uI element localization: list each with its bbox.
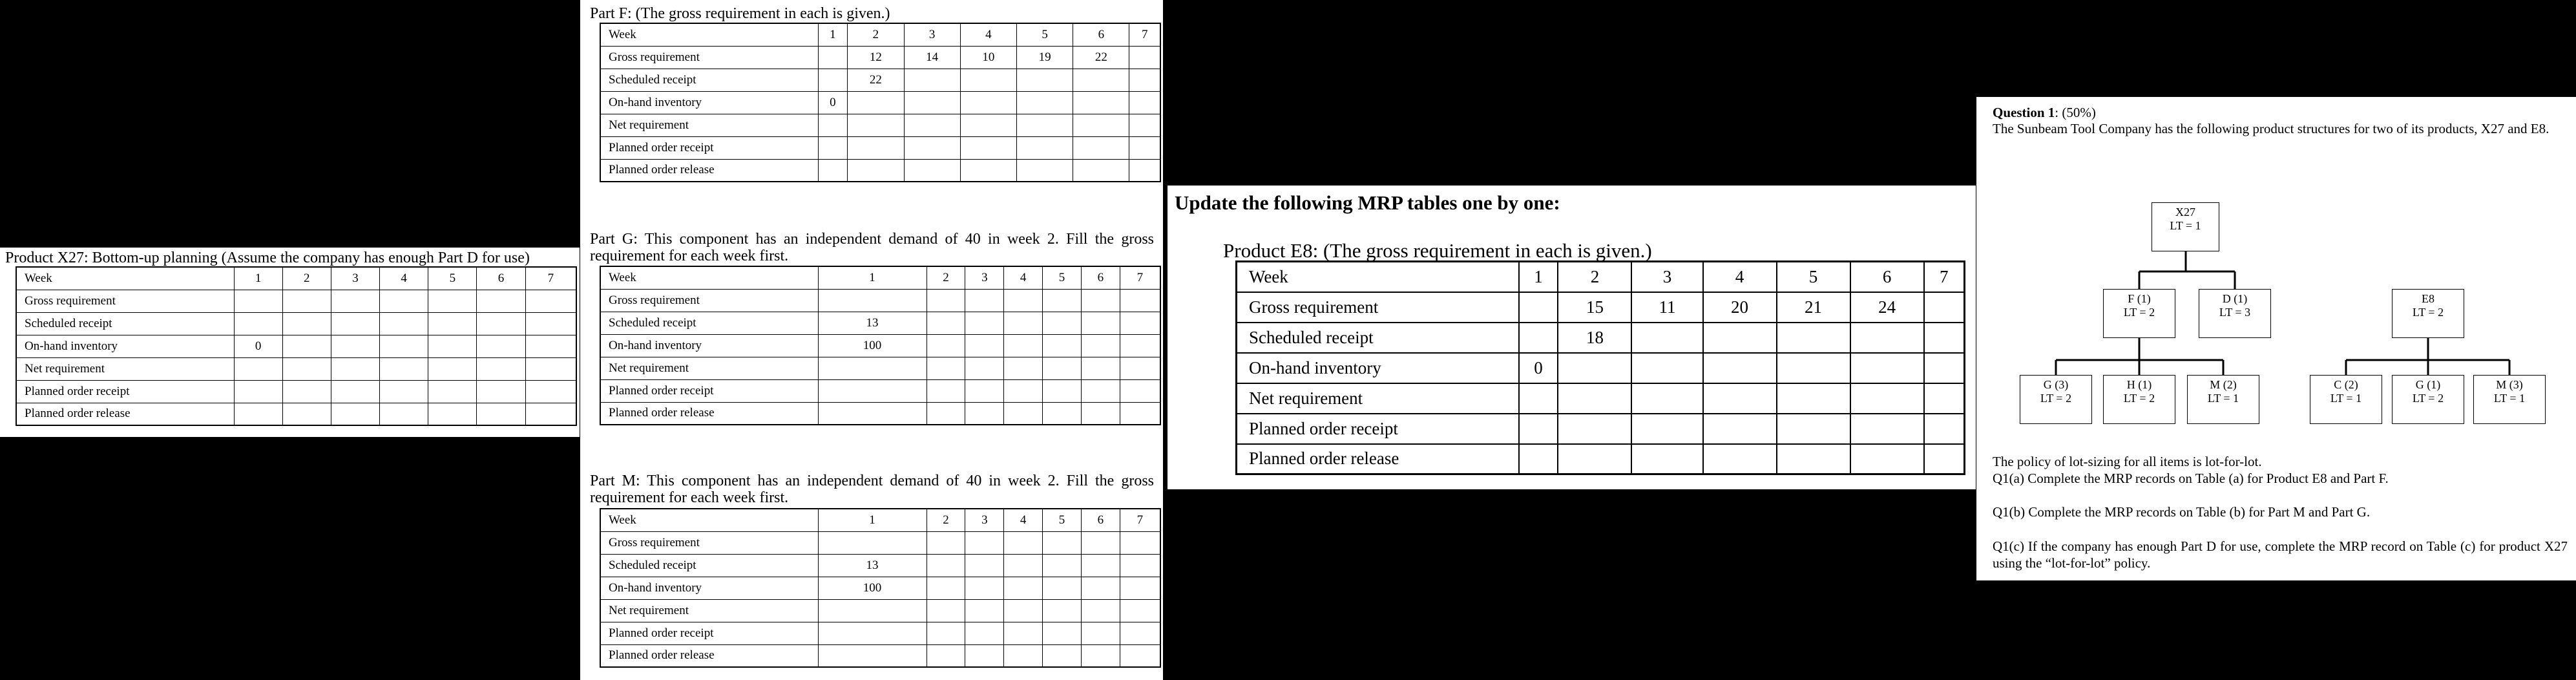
question-policy: The policy of lot-sizing for all items is lot-for-lot. (1993, 454, 2262, 469)
week-header-cell: 4 (1004, 509, 1043, 531)
week-header-label: Week (1237, 262, 1519, 292)
table-cell: 14 (904, 46, 960, 69)
week-header-label: Week (16, 267, 234, 290)
row-label: On-hand inventory (1237, 353, 1519, 383)
week-header-cell: 4 (380, 267, 428, 290)
row-label: Gross requirement (16, 290, 234, 312)
week-header-cell: 3 (331, 267, 379, 290)
row-label: Scheduled receipt (600, 554, 818, 577)
week-header-cell: 6 (1081, 266, 1120, 289)
row-label: Net requirement (600, 599, 818, 622)
main-heading: Update the following MRP tables one by one: (1175, 191, 1560, 214)
row-label: Planned order receipt (600, 379, 818, 402)
row-label: On-hand inventory (600, 577, 818, 599)
table-cell: 0 (818, 91, 848, 114)
week-header-cell: 2 (927, 266, 965, 289)
row-label: Planned order receipt (600, 622, 818, 644)
row-label: On-hand inventory (600, 334, 818, 357)
week-header-cell: 2 (848, 23, 904, 46)
tree-node-m3: M (3) LT = 1 (2473, 375, 2546, 424)
week-header-cell: 6 (477, 267, 525, 290)
row-label: Scheduled receipt (16, 312, 234, 335)
row-label: Gross requirement (600, 531, 818, 554)
table-cell: 12 (848, 46, 904, 69)
week-header-label: Week (600, 509, 818, 531)
row-label: Planned order release (600, 159, 818, 182)
week-header-cell: 5 (1043, 266, 1082, 289)
week-header-cell: 5 (1043, 509, 1082, 531)
table-cell: 100 (818, 334, 927, 357)
row-label: On-hand inventory (16, 335, 234, 357)
week-header-cell: 7 (525, 267, 576, 290)
table-cell: 10 (960, 46, 1016, 69)
table-cell: 24 (1850, 292, 1924, 323)
row-label: Net requirement (600, 357, 818, 379)
row-label: Gross requirement (600, 46, 818, 69)
row-label: Gross requirement (600, 289, 818, 312)
table-cell: 20 (1703, 292, 1777, 323)
row-label: Net requirement (1237, 383, 1519, 414)
question-q1b: Q1(b) Complete the MRP records on Table (b) for Part M and Part G. (1993, 504, 2371, 520)
week-header-cell: 3 (965, 509, 1004, 531)
week-header-cell: 4 (960, 23, 1016, 46)
week-header-cell: 2 (927, 509, 965, 531)
tree-node-d: D (1) LT = 3 (2199, 289, 2271, 338)
question-weight: : (50%) (2055, 105, 2096, 120)
row-label: Net requirement (16, 357, 234, 380)
table-cell: 13 (818, 312, 927, 334)
week-header-cell: 5 (428, 267, 477, 290)
row-label: On-hand inventory (600, 91, 818, 114)
table-cell: 18 (1558, 323, 1631, 353)
part-g-caption: Part G: This component has an independent demand of 40 in week 2. Fill the gross requirement for each week first. (590, 231, 1154, 264)
week-header-label: Week (600, 23, 818, 46)
question-q1a: Q1(a) Complete the MRP records on Table (a) for Product E8 and Part F. (1993, 471, 2389, 486)
table-cell: 15 (1558, 292, 1631, 323)
tree-node-e8: E8 LT = 2 (2392, 289, 2464, 338)
row-label: Scheduled receipt (1237, 323, 1519, 353)
tree-node-g1: G (1) LT = 2 (2392, 375, 2464, 424)
table-cell: 0 (1519, 353, 1558, 383)
week-header-cell: 6 (1081, 509, 1120, 531)
tree-node-f: F (1) LT = 2 (2103, 289, 2175, 338)
row-label: Planned order receipt (600, 136, 818, 159)
week-header-cell: 6 (1850, 262, 1924, 292)
week-header-cell: 1 (1519, 262, 1558, 292)
table-cell: 21 (1777, 292, 1850, 323)
week-header-cell: 1 (818, 509, 927, 531)
week-header-cell: 7 (1120, 509, 1160, 531)
part-f-caption: Part F: (The gross requirement in each is given.) (590, 5, 890, 22)
table-cell: 22 (1073, 46, 1129, 69)
week-header-cell: 1 (818, 266, 927, 289)
week-header-cell: 2 (1558, 262, 1631, 292)
week-header-cell: 3 (904, 23, 960, 46)
week-header-cell: 4 (1703, 262, 1777, 292)
table-cell: 100 (818, 577, 927, 599)
week-header-cell: 5 (1777, 262, 1850, 292)
part-m-caption: Part M: This component has an independent demand of 40 in week 2. Fill the gross requirement for each week first. (590, 473, 1154, 506)
tree-node-h: H (1) LT = 2 (2103, 375, 2175, 424)
week-header-cell: 6 (1073, 23, 1129, 46)
week-header-cell: 7 (1129, 23, 1160, 46)
week-header-cell: 3 (1631, 262, 1702, 292)
tree-node-c: C (2) LT = 1 (2310, 375, 2382, 424)
table-cell: 22 (848, 69, 904, 91)
row-label: Scheduled receipt (600, 69, 818, 91)
week-header-cell: 7 (1120, 266, 1160, 289)
e8-caption: Product E8: (The gross requirement in each is given.) (1223, 239, 1652, 262)
row-label: Scheduled receipt (600, 312, 818, 334)
tree-node-x27: X27 LT = 1 (2152, 202, 2219, 251)
tree-node-g: G (3) LT = 2 (2020, 375, 2092, 424)
x27-caption: Product X27: Bottom-up planning (Assume the company has enough Part D for use) (5, 250, 530, 266)
week-header-cell: 5 (1017, 23, 1073, 46)
question-intro: The Sunbeam Tool Company has the following product structures for two of its products, X27 and E8. (1993, 121, 2550, 136)
table-cell: 11 (1631, 292, 1702, 323)
row-label: Planned order receipt (1237, 414, 1519, 444)
week-header-cell: 1 (234, 267, 282, 290)
question-title: Question 1 (1993, 105, 2055, 120)
week-header-cell: 4 (1004, 266, 1043, 289)
week-header-label: Week (600, 266, 818, 289)
question-q1c: Q1(c) If the company has enough Part D for use, complete the MRP record on Table (c) for product X27 using the “lot-for-lot” policy. (1993, 538, 2568, 571)
row-label: Planned order release (16, 403, 234, 425)
row-label: Planned order release (600, 644, 818, 667)
table-cell: 13 (818, 554, 927, 577)
week-header-cell: 1 (818, 23, 848, 46)
tree-node-m: M (2) LT = 1 (2187, 375, 2259, 424)
table-cell: 19 (1017, 46, 1073, 69)
row-label: Planned order receipt (16, 380, 234, 403)
table-cell: 0 (234, 335, 282, 357)
week-header-cell: 2 (282, 267, 331, 290)
week-header-cell: 3 (965, 266, 1004, 289)
row-label: Planned order release (600, 402, 818, 425)
row-label: Planned order release (1237, 444, 1519, 474)
row-label: Net requirement (600, 114, 818, 136)
week-header-cell: 7 (1924, 262, 1965, 292)
row-label: Gross requirement (1237, 292, 1519, 323)
